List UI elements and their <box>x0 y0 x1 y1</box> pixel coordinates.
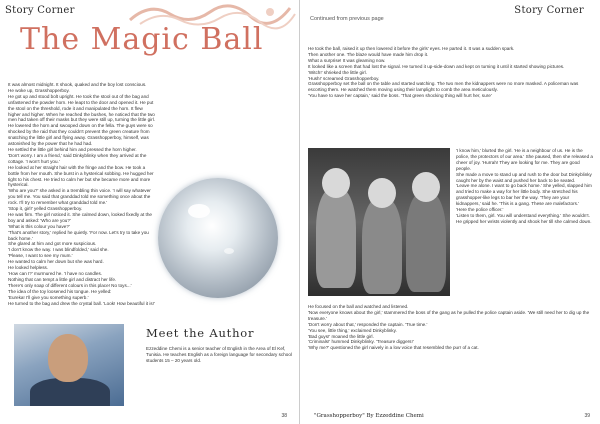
paragraph: It looked like a screen that had lost the signal. He turned it up-side-down and kept on turning it until it started showing pictures. <box>308 63 565 69</box>
paragraph: 'Don't worry about that,' responded the captain. 'True time.' <box>308 321 428 327</box>
paragraph: It was almost midnight. It shook, quaked and the boy lost conscious. <box>8 82 147 87</box>
paragraph: He gripped her wrists violently and shook her till she calmed down. <box>456 218 592 224</box>
paragraph: Nothing that can tempt a little girl and distract her life. <box>8 276 117 282</box>
paragraph: 'Eureka! I'll give you something superb.' <box>8 294 89 300</box>
right-story-bottom <box>308 304 594 351</box>
paragraph: He looked helpless. <box>8 265 49 271</box>
paragraph: 'You have to save her captain,' said the boss. 'That green shocking thing will hurt her, sure' <box>308 93 492 99</box>
paragraph: 'Witch!' shrieked the little girl. <box>308 69 367 75</box>
right-story-mid <box>456 148 594 225</box>
paragraph: He got up and stood bolt upright. He took the stool out of the bag and unfastened the powder horn. He leapt to the door and opened it. He put the stool on the threshold, rode it and manipulated the horn. It flew higher and higher. When he reached the bushes, he noticed that the two men had taken off their masks but they were still up, turning the little girl. <box>8 93 155 123</box>
crystal-highlight <box>188 204 210 218</box>
paragraph: The idea of the toy loosened his tongue. He yelled: <box>8 288 112 294</box>
story-illustration <box>308 148 450 296</box>
paragraph: He settled the little girl behind him and pressed the horn higher. <box>8 146 137 152</box>
paragraph: 'That's another story,' replied he quietly. 'For now. Let's try to take you back home.' <box>8 229 149 241</box>
paragraph: She made a move to stand up and rush to the door but Dinkyblinky caught her by the waist and pushed her back to be seated. <box>456 171 592 183</box>
paragraph: He woke up, Grasshopperboy. <box>8 87 70 93</box>
paragraph: 'Leave me alone. I want to go back home.' She yelled, slapped him and tried to make a way for her little body. She stretched his grasshopper-like legs to bar her the way. 'They are your kidnappers,' said he. 'This is a gang. These are malefactors.' <box>456 183 592 207</box>
paragraph: He focused on the ball and watched and listened. <box>308 304 409 309</box>
paragraph: 'Now everyone knows about the girl,' stammered the boss of the gang as he pulled the police captain aside. 'We still need her to dig up the treasure.' <box>308 309 590 321</box>
paragraph: Grasshopperboy set the ball on the table and started watching. The two men the kidnappers were no more masked. A policeman was escorting them. He watched them moving using their lamplight to comb the area meticulously. <box>308 81 579 93</box>
paragraph: 'Criminals!' hummed Dinkyblinky. 'Treasure diggers!' <box>308 339 414 345</box>
paragraph: 'Here the police officer.' <box>456 207 504 213</box>
right-story-top <box>308 46 594 99</box>
paragraph: 'Bad guys!' moaned the little girl. <box>308 333 374 339</box>
paragraph: 'Please, I want to see my mum.' <box>8 253 73 259</box>
paragraph: 'I don't know the way. I was blindfolded,' said she. <box>8 247 109 253</box>
paragraph: 'Who are you?' she asked in a trembling thin voice. 'I will say whatever you tell me. You said that granddad told me something once about the rock. I'll try to remember what granddad told me.' <box>8 188 151 206</box>
paragraph: 'I know him,' blurted the girl. 'He is a neighbour of us. He is the police, the protectors of our area.' She paused, then she released a cheer of joy. 'Hurrah! They are looking for me. They are good people. <box>456 148 593 171</box>
continued-note: Continued from previous page <box>310 16 384 22</box>
crystal-highlight <box>224 248 234 254</box>
paragraph: He took the ball, raised it up then lowered it before the girls' eyes. He parted it. It was a sudden spark. <box>308 46 515 51</box>
crystal-ball-icon <box>158 178 278 298</box>
paragraph: He was firm. The girl noticed it. She calmed down, looked fixedly at the boy and asked: 'Who are you?' <box>8 211 152 223</box>
section-tag: Story Corner <box>5 5 75 16</box>
paragraph: She glared at him and got more suspicious. <box>8 241 97 247</box>
paragraph: What a surprise! It was gleaming now. <box>308 57 386 63</box>
paragraph: He turned to the bag and drew the crystal ball. 'Look! How beautiful it is!' <box>8 300 155 306</box>
right-page <box>300 0 600 424</box>
footer-title: "Grasshopperboy" By Ezzeddine Chemi <box>314 413 424 419</box>
paragraph: He lowered the horn and swooped down on the fella. The guys were so shocked by the raid that they couldn't prevent the green creature from snatching the little girl and flying away. Grasshopperboy, himself, was astonished by the power that he had had. <box>8 123 153 147</box>
author-photo <box>14 324 124 406</box>
paragraph: 'Hush!' screamed Grasshopperboy. <box>308 75 380 81</box>
paragraph: 'Listen to them, girl. You will understand everything.' She wouldn't. <box>456 212 590 218</box>
section-tag: Story Corner <box>514 5 584 16</box>
paragraph: 'Don't worry. I am a friend,' said Dinkyblinky when they arrived at the cottage. 'I won't hurt you.' <box>8 152 147 164</box>
left-story-column <box>8 82 156 306</box>
paragraph: 'Stop it, girl!' yelled Grasshopperboy. <box>8 206 83 212</box>
paragraph: 'What is this colour you have?' <box>8 223 70 229</box>
paragraph: Then another one. The blaze would have made him drop it. <box>308 51 429 57</box>
author-bio: Ezzeddine Chemi is a senior teacher of English in the Area of El Kef, Tunisia. He teaches English as a foreign language for secondary school students 15 – 20 years old. <box>146 346 292 363</box>
page-number: 38 <box>281 413 287 419</box>
paragraph: 'You see, little thing,' exclaimed Dinkyblinky. <box>308 327 397 333</box>
paragraph: 'Why me?' questioned the girl naively in a low voice that resembled the purr of a cat. <box>308 345 479 351</box>
story-title: The Magic Ball <box>20 22 264 57</box>
paragraph: He looked at her straight hair with the fringe and the bow. He took a bottle from her mouth. She burst in a hysterical sobbing. He hugged her tight to his chest. He tried to calm her but she became more and more hysterical. <box>8 164 154 188</box>
page-number: 39 <box>584 413 590 419</box>
author-heading: Meet the Author <box>146 326 255 340</box>
paragraph: He wanted to calm her down but she was hard. <box>8 259 104 265</box>
paragraph: There's only soap of different colours in this place! No toys...' <box>8 282 132 288</box>
paragraph: 'How can I?' murmured he. 'I have no candles. <box>8 271 103 276</box>
